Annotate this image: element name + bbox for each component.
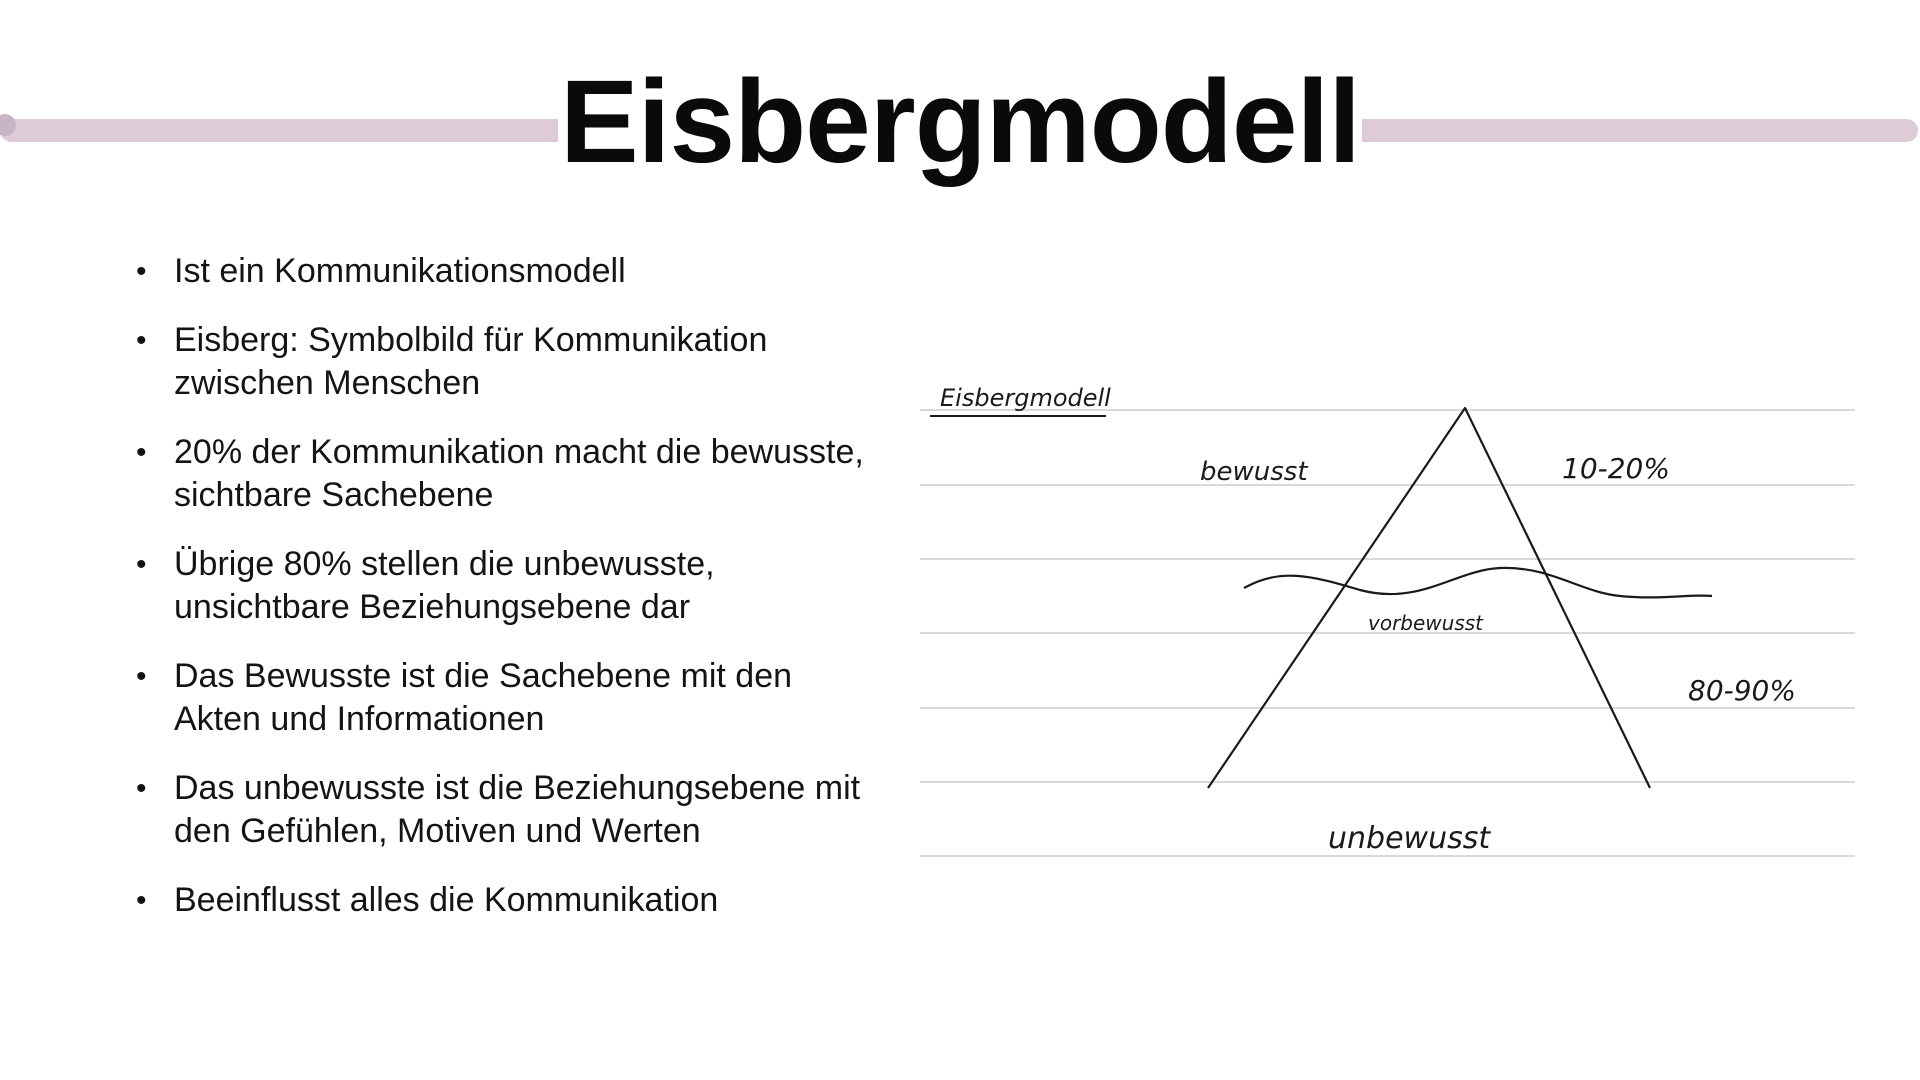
slide-title-text: Eisbergmodell xyxy=(559,56,1361,188)
slide-title xyxy=(0,52,1920,192)
bullet-item: • Das Bewusste ist die Sachebene mit den Akten und Informationen xyxy=(136,655,876,741)
water-line xyxy=(1244,568,1712,598)
bullet-item: • Ist ein Kommunikationsmodell xyxy=(136,250,876,293)
bullet-item: • 20% der Kommunikation macht die bewusste, sichtbare Sachebene xyxy=(136,431,876,517)
bullet-item: • Eisberg: Symbolbild für Kommunikation zwischen Menschen xyxy=(136,319,876,405)
label-bewusst: bewusst xyxy=(1200,457,1308,487)
bullet-item: • Beeinflusst alles die Kommunikation xyxy=(136,879,876,922)
label-bottom-percent: 80-90% xyxy=(1688,674,1796,707)
label-vorbewusst: vorbewusst xyxy=(1368,611,1484,635)
bullet-item: • Das unbewusste ist die Beziehungsebene mit den Gefühlen, Motiven und Werten xyxy=(136,767,876,853)
sketch-heading: Eisbergmodell xyxy=(940,384,1111,412)
bullet-item: • Übrige 80% stellen die unbewusste, unsichtbare Beziehungsebene dar xyxy=(136,543,876,629)
label-unbewusst: unbewusst xyxy=(1328,821,1491,856)
bullet-list xyxy=(136,250,876,948)
label-top-percent: 10-20% xyxy=(1562,452,1670,485)
iceberg-sketch xyxy=(900,370,1880,890)
